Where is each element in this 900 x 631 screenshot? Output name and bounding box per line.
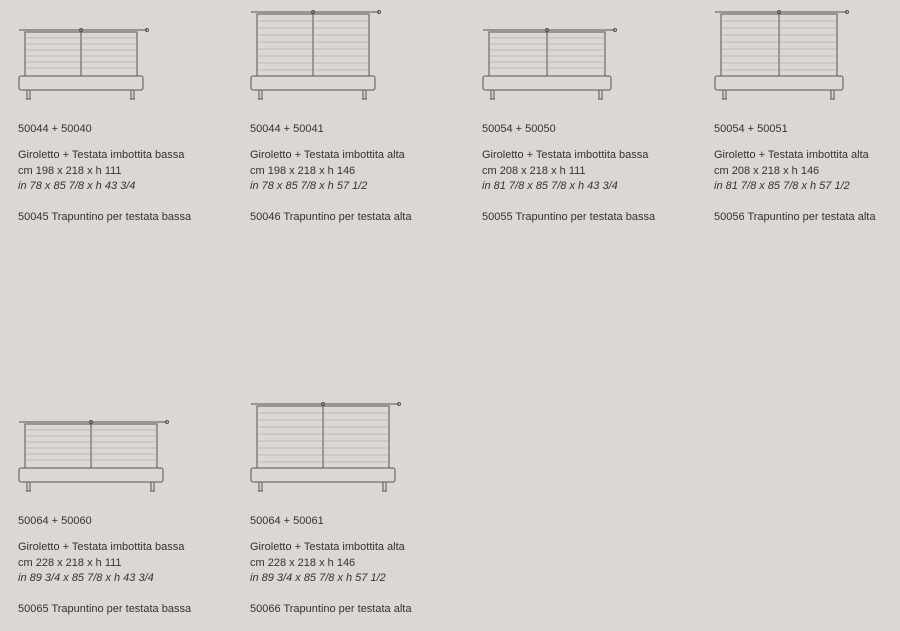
product-50064-50061: [232, 398, 457, 628]
product-code: 50054 + 50050: [482, 123, 556, 135]
bed-drawing-low-headboard: [464, 6, 664, 111]
size-inches: in 78 x 85 7/8 x h 57 1/2: [250, 180, 368, 192]
product-description: [250, 540, 405, 587]
bed-drawing-low-headboard: [0, 398, 200, 503]
bed-drawing-high-headboard: [696, 6, 896, 111]
product-title: Giroletto + Testata imbottita bassa: [18, 541, 185, 553]
bed-drawing-high-headboard: [232, 398, 432, 503]
product-50064-50060: [0, 398, 225, 628]
product-extra: 50046 Trapuntino per testata alta: [250, 211, 412, 223]
size-inches: in 81 7/8 x 85 7/8 x h 43 3/4: [482, 180, 618, 192]
product-extra: 50045 Trapuntino per testata bassa: [18, 211, 192, 223]
product-description: [18, 540, 184, 587]
size-cm: cm 198 x 218 x h 111: [18, 164, 122, 177]
product-description: [482, 148, 648, 195]
size-inches: in 81 7/8 x 85 7/8 x h 57 1/2: [714, 180, 850, 192]
size-cm: cm 228 x 218 x h 111: [18, 556, 122, 569]
product-code: 50064 + 50060: [18, 515, 92, 527]
product-50054-50050: [464, 6, 689, 236]
product-description: [250, 148, 405, 195]
bed-drawing-low-headboard: [0, 6, 200, 111]
size-cm: cm 228 x 218 x h 146: [250, 556, 356, 569]
product-title: Giroletto + Testata imbottita bassa: [482, 149, 649, 161]
product-extra: 50056 Trapuntino per testata alta: [714, 211, 876, 223]
product-title: Giroletto + Testata imbottita bassa: [18, 149, 185, 161]
product-code: 50064 + 50061: [250, 515, 324, 527]
product-title: Giroletto + Testata imbottita alta: [250, 541, 405, 553]
size-inches: in 89 3/4 x 85 7/8 x h 43 3/4: [18, 572, 154, 584]
product-extra: 50055 Trapuntino per testata bassa: [482, 211, 656, 223]
product-code: 50054 + 50051: [714, 123, 788, 135]
product-title: Giroletto + Testata imbottita alta: [714, 149, 869, 161]
product-extra: 50065 Trapuntino per testata bassa: [18, 603, 192, 615]
size-inches: in 78 x 85 7/8 x h 43 3/4: [18, 180, 136, 192]
product-description: [714, 148, 869, 195]
product-code: 50044 + 50040: [18, 123, 92, 135]
product-50044-50040: [0, 6, 225, 236]
size-cm: cm 208 x 218 x h 111: [482, 164, 586, 177]
product-extra: 50066 Trapuntino per testata alta: [250, 603, 412, 615]
size-cm: cm 198 x 218 x h 146: [250, 164, 356, 177]
product-description: [18, 148, 184, 195]
bed-drawing-high-headboard: [232, 6, 432, 111]
product-50044-50041: [232, 6, 457, 236]
product-title: Giroletto + Testata imbottita alta: [250, 149, 405, 161]
product-50054-50051: [696, 6, 900, 236]
size-cm: cm 208 x 218 x h 146: [714, 164, 820, 177]
product-code: 50044 + 50041: [250, 123, 324, 135]
size-inches: in 89 3/4 x 85 7/8 x h 57 1/2: [250, 572, 386, 584]
